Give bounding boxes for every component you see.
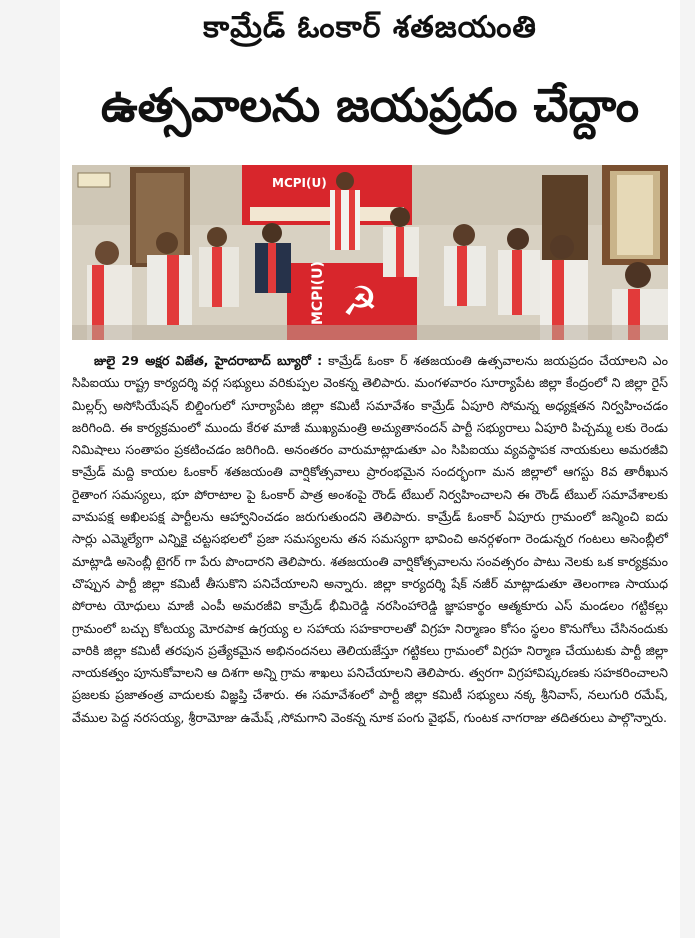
- svg-text:☭: ☭: [342, 279, 378, 325]
- meeting-photo: [72, 165, 668, 340]
- article-dateline: జులై 29 అక్షర విజేత, హైదరాబాద్ బ్యూరో :: [94, 353, 323, 368]
- newspaper-clipping: [60, 0, 680, 938]
- article-headline: ఉత్సవాలను జయప్రదం చేద్దాం: [100, 78, 640, 132]
- article-body-text: కామ్రేడ్ ఓంకా ర్ శతజయంతి ఉత్సవాలను జయప్రదం చేయాలని ఎం సిపిఐయు రాష్ట్ర కార్యదర్శి వర్గ సభ్యులు వరికుప్పల వెంకన్న తెలిపారు. మంగళవారం సూర్యాపేట జిల్లా కేంద్రంలో ని జిల్లా రైస్ మిల్లర్స్ అసోసియేషన్ బిల్డింగులో సూర్యాపేట జిల్లా కమిటీ సమావేశం కామ్రేడ్ ఏపూరి సోమన్న అధ్యక్షతన నిర్వహించడం జరిగింది. ఈ కార్యక్రమంలో ముందు కేరళ మాజీ ముఖ్యమంత్రి అచ్యుతానందన్ పార్టీ సభ్యురాలు ఏపూరి పిచ్చమ్మ లకు రెండు నిమిషాలు సంతాపం ప్రకటించడం జరిగింది. అనంతరం వారుమాట్లాడుతూ ఎం సిపిఐయు వ్యవస్థాపక నాయకులు అమరజీవి కామ్రేడ్ మద్ది కాయల ఓంకార్ శతజయంతి వార్షికోత్సవాలు ప్రారంభమైన సందర్భంగా మన జిల్లాలో ఆగస్టు 8వ తారీఖున రైతాంగ సమస్యలు, భూ పోరాటాల పై ఓంకార్ పాత్ర అంశంపై రౌండ్ టేబుల్ నిర్వహించాలని ఈ రౌండ్ టేబుల్ సమావేశాలకు వామపక్ష అఖిలపక్ష పార్టీలను ఆహ్వానించడం జరుగుతుందని తెలిపారు. కామ్రేడ్ ఓంకార్ ఏపూరు గ్రామంలో జన్మించి ఐదు సార్లు ఎమ్మెల్యేగా ఎన్నికై చట్టసభలలో ప్రజా సమస్యలను తన సమస్యగా భావించి అనర్గళంగా రెండున్నర గంటలు అసెంబ్లీలో మాట్లాడి అసెంబ్లీ టైగర్ గా పేరు పొందారని తెలిపారు. శతజయంతి వార్షికోత్సవాలను సంవత్సరం పాటు నెలకు ఒక కార్యక్రమం చొప్పున పార్టీ జిల్లా కమిటీ తీసుకొని పనిచేయాలని అన్నారు. జిల్లా కార్యదర్శి షేక్ నజీర్ మాట్లాడుతూ తెలంగాణ సాయుధ పోరాట యోధులు మాజీ ఎంపీ అమరజీవి కామ్రేడ్ భీమిరెడ్డి నరసింహారెడ్డి జ్ఞాపకార్థం ఆత్మకూరు ఎస్ మండలం గట్టికల్లు గ్రామంలో బచ్చు కోటయ్య మోరపాక ఉగ్రయ్య ల సహాయ సహకారాలతో విగ్రహ నిర్మాణం కోసం స్థలం కొనుగోలు చేసినందుకు వారికి జిల్లా కమిటీ తరపున ప్రత్యేకమైన అభినందనలు తెలియజేస్తూ గట్టికలు గ్రామంలో విగ్రహ నిర్మాణ చేయుటకు పార్టీ జిల్లా నాయకత్వం పూనుకోవాలని ఆ దిశగా అన్ని గ్రామ శాఖలు పనిచేయాలని తెలిపారు. త్వరగా విగ్రహావిష్కరణకు సహకరించాలని ప్రజలకు ప్రజాతంత్ర వాదులకు విజ్ఞప్తి చేశారు. ఈ సమావేశంలో పార్టీ జిల్లా కమిటీ సభ్యులు నక్క శ్రీనివాస్, నలుగురి రమేష్, వేముల పెద్ద నరసయ్య, శ్రీరామోజు ఉమేష్ ,సోమగాని వెంకన్న నూక పంగు వైభవ్, గుంటక నాగరాజు తదితరులు పాల్గొన్నారు.: [72, 353, 668, 725]
- meeting-photo-illustration: [72, 165, 668, 340]
- article-kicker: కామ్రేడ్ ఓంకార్ శతజయంతి: [203, 10, 537, 45]
- banner-text: MCPI(U): [272, 176, 327, 190]
- table-cloth-text: MCPI(U): [310, 261, 326, 325]
- article-body: [72, 350, 668, 729]
